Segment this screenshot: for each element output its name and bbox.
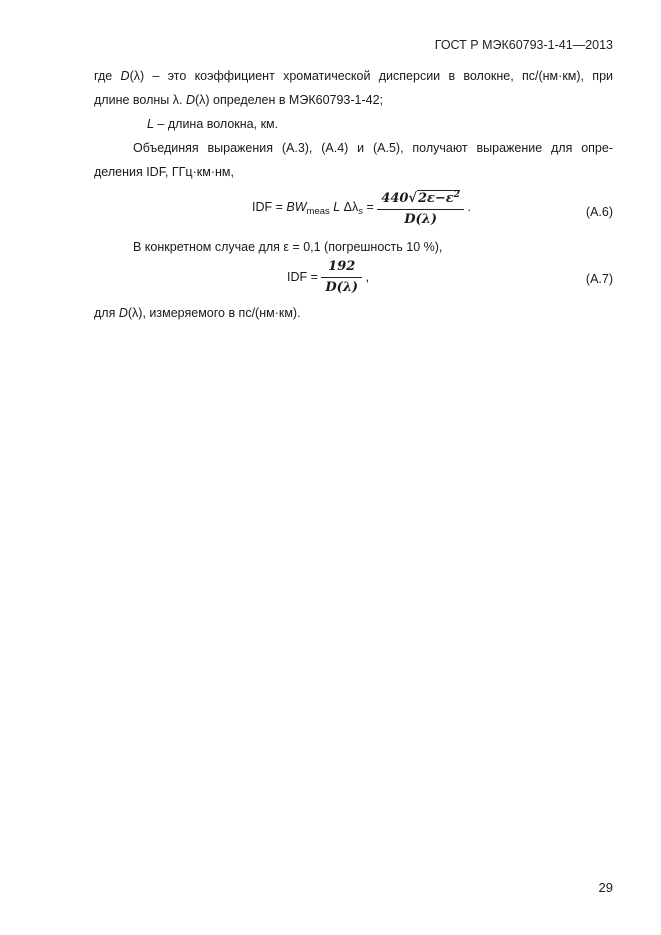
equation-label-a6: (А.6) <box>585 205 613 219</box>
symbol-l: L <box>147 117 154 131</box>
eq-a6-delta: Δλ <box>340 199 359 214</box>
eq-a7-denominator: D(λ) <box>325 280 359 295</box>
paragraph-line-6 <box>133 235 442 259</box>
paragraph-line-7 <box>94 301 613 325</box>
eq-a6-tail: . <box>463 199 471 214</box>
sqrt-icon: √ <box>408 191 417 206</box>
eq-a6-denominator: D(λ) <box>404 212 437 227</box>
eq-a7-tail: , <box>362 269 370 284</box>
eq-a6-radicand-text: 2ε−ε <box>417 191 454 206</box>
text-measured-in: (λ), измеряемого в пс/(нм·км). <box>127 306 301 320</box>
paragraph-line-4 <box>133 136 613 160</box>
eq-a6-equals: = <box>363 199 378 214</box>
paragraph-line-2 <box>94 88 613 112</box>
eq-a7-fraction <box>321 259 362 296</box>
text-specific-case: В конкретном случае для ε = 0,1 (погрешность 10 %), <box>133 240 443 254</box>
text-where: где <box>94 69 121 83</box>
paragraph-line-1 <box>94 64 613 88</box>
text-for: для <box>94 306 119 320</box>
eq-a6-coef: 440 <box>381 191 409 206</box>
eq-a6-l: L <box>329 199 341 214</box>
text-definition-d: (λ) – это коэффициент хроматической дисперсии в волокне, пс/(нм·км), при <box>129 69 614 83</box>
eq-a6-bw: BW <box>286 199 307 214</box>
eq-a6-lhs: IDF = <box>252 199 287 214</box>
symbol-d: D <box>120 69 130 83</box>
document-header: ГОСТ Р МЭК60793-1-41—2013 <box>434 38 613 52</box>
page-number: 29 <box>598 880 613 895</box>
eq-a6-numerator <box>377 187 464 210</box>
symbol-d: D <box>185 93 195 107</box>
eq-a6-s: s <box>358 205 364 217</box>
symbol-d: D <box>118 306 128 320</box>
eq-a6-power: 2 <box>453 190 460 200</box>
eq-a6-meas: meas <box>306 205 330 217</box>
paragraph-line-5 <box>94 160 613 184</box>
text-defined-in: (λ) определен в МЭК60793-1-42; <box>194 93 384 107</box>
text-fiber-length: – длина волокна, км. <box>153 117 279 131</box>
equation-a6 <box>252 187 471 228</box>
eq-a6-fraction <box>377 187 464 228</box>
text-wavelength: длине волны λ. <box>94 93 186 107</box>
text-idf-units: деления IDF, ГГц·км·нм, <box>94 165 234 179</box>
paragraph-line-3 <box>147 112 278 136</box>
eq-a6-radicand <box>417 190 460 206</box>
eq-a7-lhs: IDF = <box>287 269 322 284</box>
equation-a7 <box>287 259 369 296</box>
eq-a7-numerator: 192 <box>321 259 362 278</box>
text-combining: Объединяя выражения (А.3), (А.4) и (А.5), получают выражение для опре- <box>133 141 613 155</box>
equation-label-a7: (А.7) <box>585 272 613 286</box>
